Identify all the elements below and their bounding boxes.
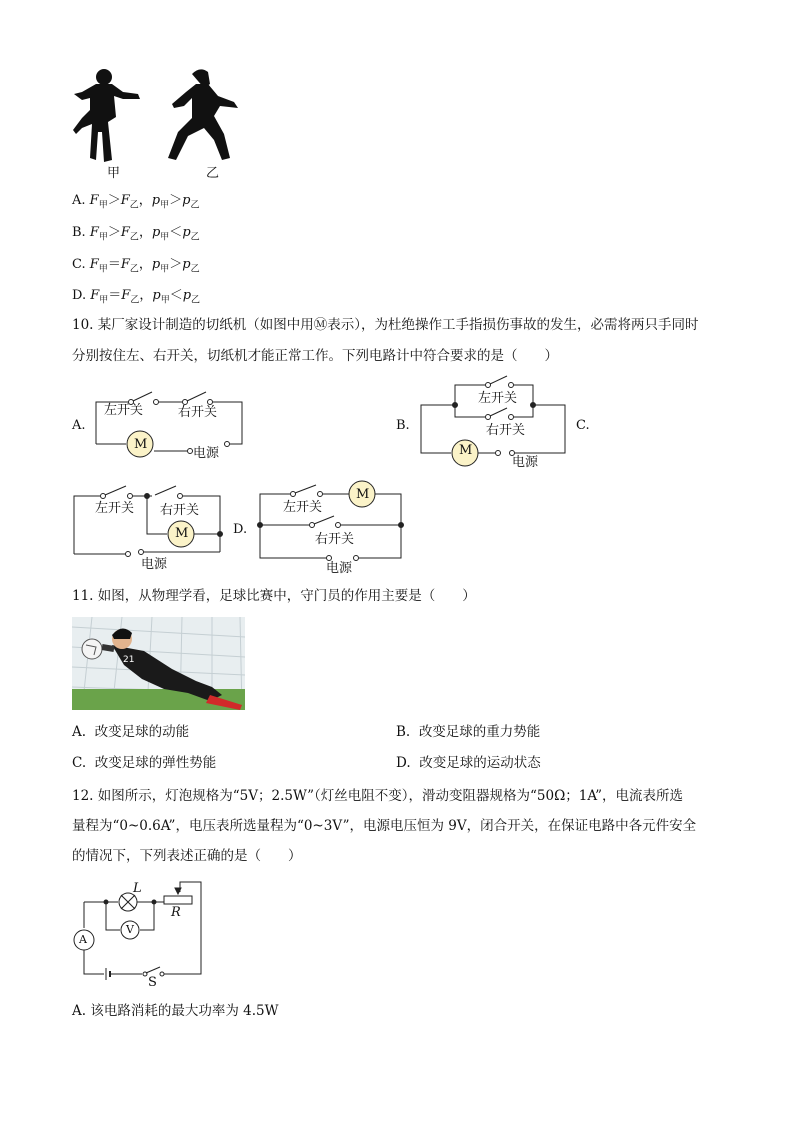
power-label: 电源 bbox=[512, 455, 539, 470]
power-label: 电源 bbox=[326, 561, 353, 576]
subscript: 甲 bbox=[98, 200, 108, 211]
q10-stem-line2: 分别按住左、右开关，切纸机才能正常工作。下列电路计中符合要求的是（ ） bbox=[72, 348, 558, 364]
subscript: 乙 bbox=[129, 200, 139, 211]
symbol-p: p bbox=[151, 257, 161, 272]
option-text: 改变足球的运动状态 bbox=[419, 755, 541, 771]
subscript: 甲 bbox=[98, 264, 108, 275]
symbol-F: F bbox=[89, 193, 99, 208]
right-switch-label: 右开关 bbox=[160, 503, 200, 518]
subscript: 乙 bbox=[190, 232, 200, 243]
q11-stem: 11. 如图，从物理学看，足球比赛中，守门员的作用主要是（ ） bbox=[72, 588, 476, 604]
q12-option-a[interactable]: A. 该电路消耗的最大功率为 4.5W bbox=[72, 1003, 279, 1019]
q10-circuit-a bbox=[90, 382, 250, 464]
left-switch-label: 左开关 bbox=[95, 501, 135, 516]
goalkeeper-photo bbox=[72, 617, 245, 710]
symbol-p: p bbox=[182, 193, 191, 208]
motor-label: M bbox=[175, 526, 189, 541]
option-text: 改变足球的动能 bbox=[94, 724, 190, 740]
q11-option-c[interactable] bbox=[72, 749, 216, 778]
left-switch-label: 左开关 bbox=[283, 500, 323, 515]
subscript: 甲 bbox=[98, 232, 108, 243]
symbol-F: F bbox=[120, 257, 130, 272]
motor-label: M bbox=[134, 437, 148, 452]
relation: ＜ bbox=[169, 288, 183, 303]
symbol-p: p bbox=[152, 288, 161, 303]
option-letter: C. bbox=[72, 755, 87, 771]
right-switch-label: 右开关 bbox=[315, 532, 355, 547]
separator: ， bbox=[138, 225, 152, 240]
subscript: 甲 bbox=[99, 295, 109, 306]
right-switch-label: 右开关 bbox=[486, 423, 526, 438]
q11-option-b[interactable] bbox=[396, 718, 540, 747]
q11-option-a[interactable] bbox=[72, 718, 189, 747]
subscript: 乙 bbox=[190, 200, 200, 211]
q12-stem-line2: 量程为“0~0.6A”，电压表所选量程为“0~3V”，电源电压恒为 9V，闭合开关，在保证电路中各元件安全 bbox=[72, 818, 697, 834]
symbol-F: F bbox=[89, 257, 99, 272]
voltmeter-label: V bbox=[126, 923, 134, 936]
option-text: 改变足球的弹性势能 bbox=[94, 755, 217, 771]
option-letter: D. bbox=[72, 288, 87, 303]
q9-option-d[interactable] bbox=[72, 287, 200, 310]
q10-option-b-letter[interactable]: B. bbox=[396, 418, 410, 433]
left-switch-label: 左开关 bbox=[104, 403, 144, 418]
q12-stem-line1: 12. 如图所示，灯泡规格为“5V；2.5W”（灯丝电阻不变），滑动变阻器规格为“50Ω；1A”，电流表所选 bbox=[72, 788, 684, 804]
q10-option-c-letter[interactable]: C. bbox=[576, 418, 590, 433]
subscript: 乙 bbox=[129, 232, 139, 243]
subscript: 甲 bbox=[160, 295, 170, 306]
symbol-F: F bbox=[120, 225, 130, 240]
q9-silhouette-figure bbox=[68, 62, 248, 184]
lamp-label: L bbox=[133, 881, 142, 896]
option-letter: A. bbox=[72, 724, 87, 740]
motor-label: M bbox=[459, 443, 473, 458]
rheostat-label: R bbox=[171, 905, 181, 920]
symbol-F: F bbox=[89, 225, 99, 240]
q10-option-d-letter[interactable]: D. bbox=[233, 522, 248, 537]
option-letter: A. bbox=[72, 193, 86, 208]
q10-option-a-letter[interactable]: A. bbox=[72, 418, 86, 433]
jersey-number: 21 bbox=[123, 655, 135, 665]
option-letter: B. bbox=[396, 724, 411, 740]
power-label: 电源 bbox=[141, 557, 168, 572]
power-label: 电源 bbox=[193, 446, 220, 461]
q9-option-a[interactable] bbox=[72, 192, 200, 215]
option-letter: C. bbox=[72, 257, 86, 272]
q12-stem-line3: 的情况下，下列表述正确的是（ ） bbox=[72, 848, 302, 864]
q10-stem-line1: 10. 某厂家设计制造的切纸机（如图中用Ⓜ表示），为杜绝操作工手指损伤事故的发生，必需将两只手同时 bbox=[72, 317, 699, 333]
separator: ， bbox=[138, 257, 152, 272]
separator: ， bbox=[138, 193, 152, 208]
silhouette-jia bbox=[73, 69, 140, 162]
subscript: 乙 bbox=[190, 264, 200, 275]
symbol-F: F bbox=[121, 288, 131, 303]
relation: ＞ bbox=[107, 193, 121, 208]
left-switch-label: 左开关 bbox=[478, 391, 518, 406]
subscript: 甲 bbox=[160, 232, 170, 243]
symbol-p: p bbox=[151, 225, 161, 240]
fig-label-yi: 乙 bbox=[206, 166, 220, 181]
symbol-F: F bbox=[120, 193, 130, 208]
relation: ＞ bbox=[107, 225, 121, 240]
relation: ＜ bbox=[169, 225, 183, 240]
q9-option-c[interactable] bbox=[72, 256, 200, 279]
silhouette-yi bbox=[168, 69, 238, 160]
symbol-p: p bbox=[182, 288, 192, 303]
symbol-F: F bbox=[90, 288, 100, 303]
q9-option-b[interactable] bbox=[72, 224, 200, 247]
relation: ＝ bbox=[108, 288, 122, 303]
right-switch-label: 右开关 bbox=[178, 405, 218, 420]
option-letter: B. bbox=[72, 225, 86, 240]
symbol-p: p bbox=[151, 193, 161, 208]
subscript: 甲 bbox=[160, 200, 170, 211]
subscript: 甲 bbox=[160, 264, 170, 275]
option-letter: D. bbox=[396, 755, 411, 771]
relation: ＞ bbox=[169, 193, 183, 208]
option-text: 改变足球的重力势能 bbox=[418, 724, 541, 740]
symbol-p: p bbox=[182, 257, 191, 272]
subscript: 乙 bbox=[130, 295, 140, 306]
motor-label: M bbox=[356, 487, 370, 502]
fig-label-jia: 甲 bbox=[107, 166, 121, 181]
separator: ， bbox=[139, 288, 153, 303]
subscript: 乙 bbox=[191, 295, 201, 306]
q11-option-d[interactable] bbox=[396, 749, 541, 778]
ammeter-label: A bbox=[79, 933, 87, 946]
relation: ＝ bbox=[107, 257, 121, 272]
relation: ＞ bbox=[169, 257, 183, 272]
switch-label: S bbox=[148, 975, 157, 990]
symbol-p: p bbox=[182, 225, 191, 240]
subscript: 乙 bbox=[129, 264, 139, 275]
